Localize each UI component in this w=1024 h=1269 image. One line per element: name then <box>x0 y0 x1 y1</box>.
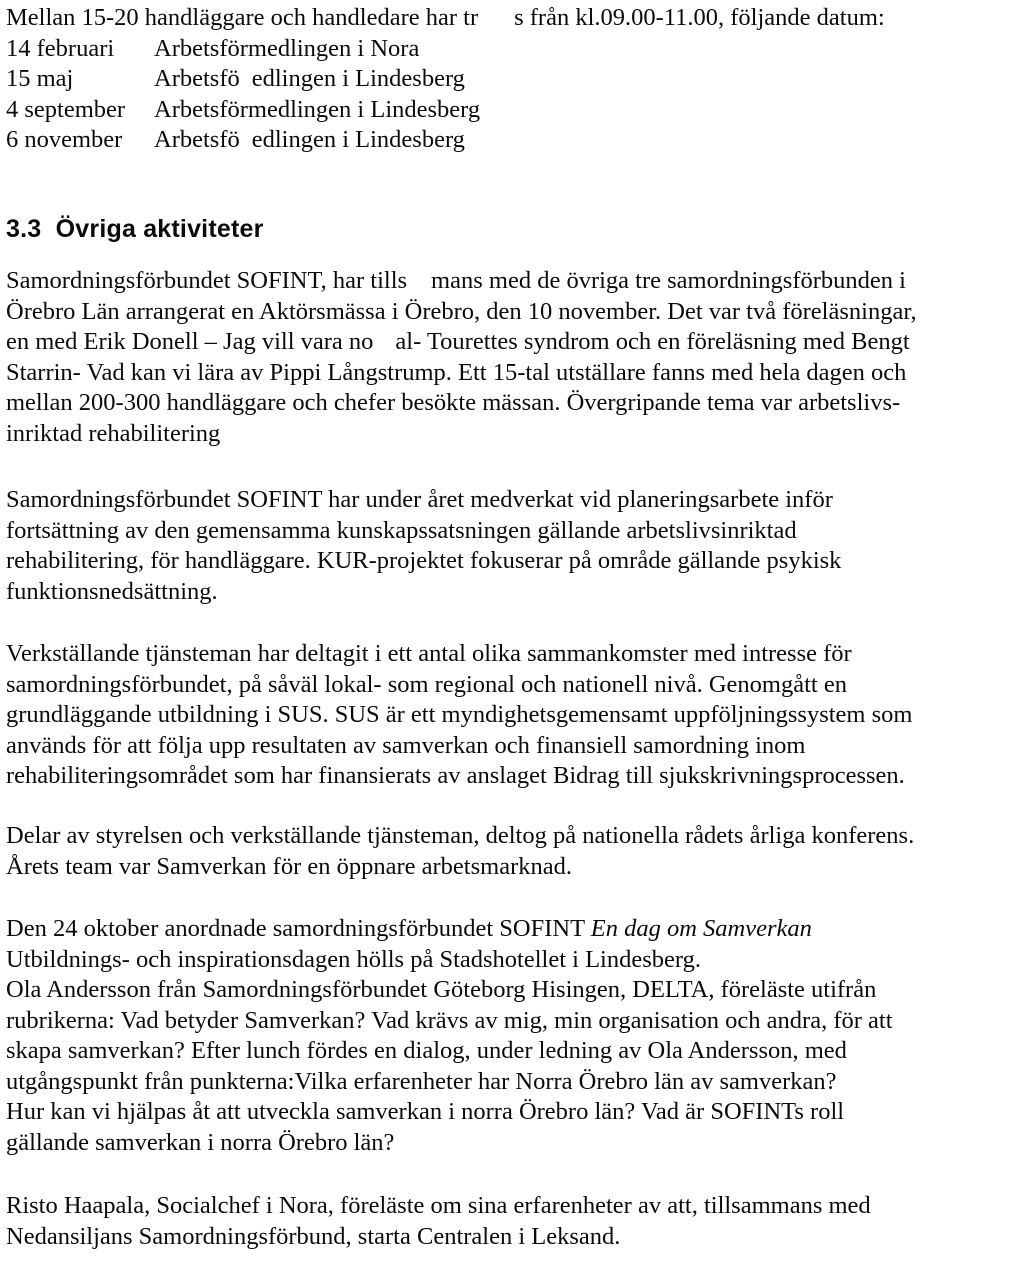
schedule-row: 6 november Arbetsfö edlingen i Lindesberg <box>6 126 465 153</box>
paragraph-kur: Samordningsförbundet SOFINT har under året medverkat vid planeringsarbete inför fortsättning av den gemensamma kunskapssatsningen gällande arbetslivsinriktad rehabilitering, för handläggare. KUR-projektet fokuserar på område gällande psykisk funktionsnedsättning. <box>6 486 842 605</box>
section-heading: 3.3 Övriga aktiviteter <box>6 215 264 243</box>
paragraph-samverkan-dag: Den 24 oktober anordnade samordningsförbundet SOFINT En dag om Samverkan Utbildnings- och inspirationsdagen hölls på Stadshotellet i Lindesberg. Ola Andersson från Samordningsförbundet Göteborg Hisingen, DELTA, föreläste utifrån rubrikerna: Vad betyder Samverkan? Vad krävs av mig, min organisation och andra, för att skapa samverkan? Efter lunch fördes en dialog, under ledning av Ola Andersson, med utgångspunkt från punkterna:Vilka erfarenheter har Norra Örebro län av samverkan? Hur kan vi hjälpas åt att utveckla samverkan i norra Örebro län? Vad är SOFINTs roll gällande samverkan i norra Örebro län? <box>6 915 893 1156</box>
paragraph-aktorsmassa: Samordningsförbundet SOFINT, har tills mans med de övriga tre samordningsförbunden i Örebro Län arrangerat en Aktörsmässa i Örebro, den 10 november. Det var två föreläsningar, en med Erik Donell – Jag vill vara no al- Tourettes syndrom och en föreläsning med Bengt Starrin- Vad kan vi lära av Pippi Långstrump. Ett 15-tal utställare fanns med hela dagen och mellan 200-300 handläggare och chefer besökte mässan. Övergripande tema var arbetslivs- inriktad rehabilitering <box>6 267 917 447</box>
paragraph-sus: Verkställande tjänsteman har deltagit i ett antal olika sammankomster med intresse för samordningsförbundet, på såväl lokal- som regional och nationell nivå. Genomgått en grundläggande utbildning i SUS. SUS är ett myndighetsgemensamt uppföljningssystem som används för att följa upp resultaten av samverkan och finansiell samordning inom rehabiliteringsområdet som har finansierats av anslaget Bidrag till sjukskrivningsprocessen. <box>6 640 913 789</box>
schedule-row: 4 september Arbetsförmedlingen i Lindesberg <box>6 95 481 123</box>
schedule-block <box>6 3 1018 156</box>
paragraph-konferens: Delar av styrelsen och verkställande tjänsteman, deltog på nationella rådets årliga konferens. Årets team var Samverkan för en öppnare arbetsmarknad. <box>6 822 915 880</box>
intro-line: Mellan 15-20 handläggare och handledare har tr s från kl.09.00-11.00, följande datum: <box>6 4 885 31</box>
schedule-row: 15 maj Arbetsfö edlingen i Lindesberg <box>6 65 465 92</box>
schedule-row: 14 februari Arbetsförmedlingen i Nora <box>6 34 420 62</box>
paragraph-centralen: Risto Haapala, Socialchef i Nora, föreläste om sina erfarenheter av att, tillsammans med Nedansiljans Samordningsförbund, starta Centralen i Leksand. <box>6 1192 871 1250</box>
